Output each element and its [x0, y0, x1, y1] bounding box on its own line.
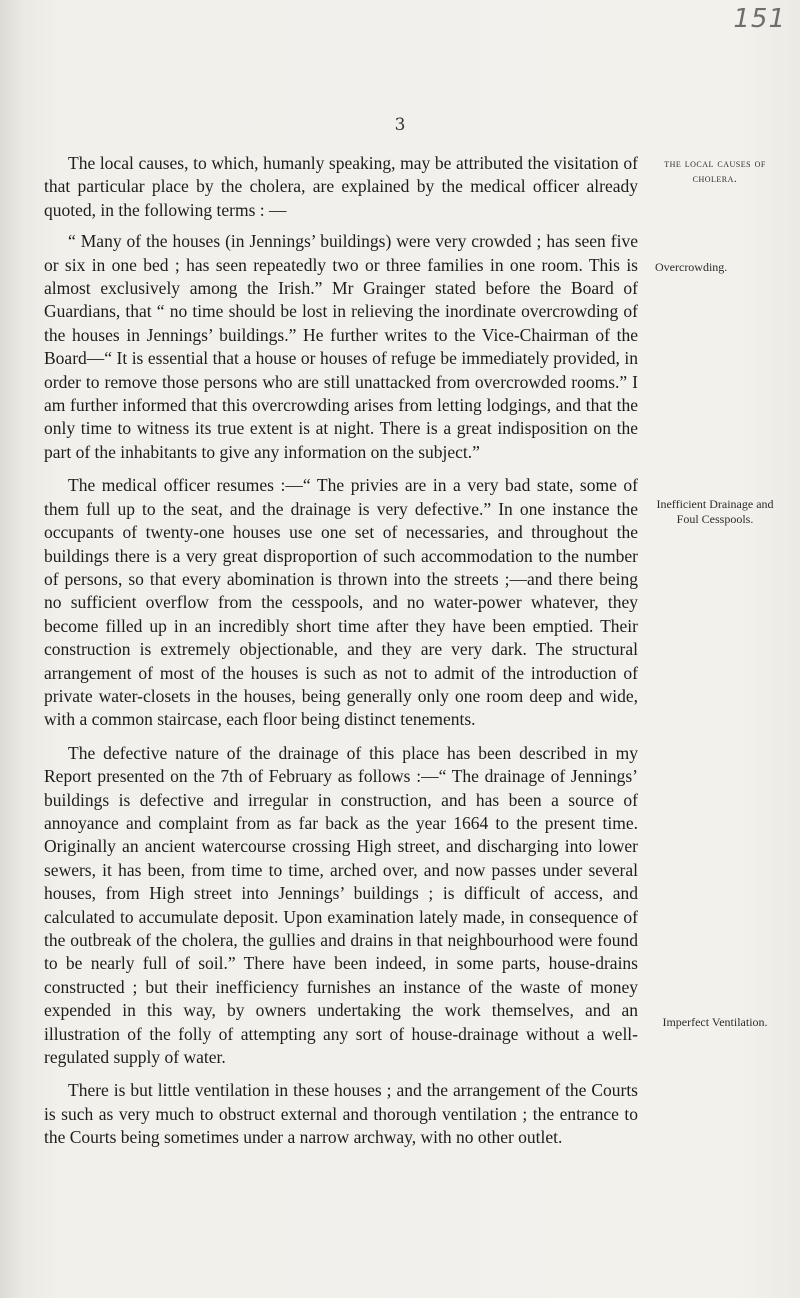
side-note-ventilation: Imperfect Ventilation. [662, 1015, 768, 1029]
paragraph-drainage: The defective nature of the drainage of this place has been described in my Report presented on the 7th of February as follows :—“ The drainage of Jennings’ buildings is defective and irregular in construction, and has been a source of annoyance and complaint from as far back as the year 1664 to the present time. Originally an ancient watercourse crossing High street, and discharging into lower sewers, it has been, from time to time, arched over, and now passes under several houses, from High street into Jennings’ buildings ; is difficult of access, and calculated to accumulate deposit. Upon examination lately made, in consequence of the outbreak of the cholera, the gullies and drains in that neighbourhood were found to be nearly full of soil.” There have been indeed, in some parts, house-drains constructed ; but their inefficiency furnishes an instance of the waste of money expended in this way, by owners undertaking the work themselves, and an illustration of the folly of attempting any sort of house-drainage without a well-regulated supply of water. [44, 742, 638, 1068]
side-note-drainage: Inefficient Drainage and Foul Cesspools. [656, 497, 774, 526]
paragraph-privies: The medical officer resumes :—“ The privies are in a very bad state, some of them full up to the seat, and the drainage is very defective.” In one instance the occupants of twenty-one houses use one set of necessaries, and throughout the buildings there is a very great disproportion of such accommodation to the number of persons, so that every abomination is thrown into the streets ;—and there being no sufficient overflow from the cesspools, and no water-power whatever, they become filled up in an incredibly short time after they have been emptied. Their construction is extremely objectionable, and they are very dark. The structural arrangement of most of the houses is such as not to admit of the introduction of private water-closets in the houses, being generally only one room deep and wide, with a common staircase, each floor being distinct tenements. [44, 475, 638, 730]
paragraph-local-causes: The local causes, to which, humanly speaking, may be attributed the visitation of that particular place by the cholera, are explained by the medical officer already quoted, in the following terms : — [44, 153, 638, 220]
folio-mark: 151 [733, 4, 786, 34]
side-note-overcrowding: Overcrowding. [655, 260, 728, 274]
body-text [44, 152, 638, 1150]
page-number: 3 [394, 115, 406, 135]
paragraph-overcrowding: “ Many of the houses (in Jennings’ buildings) were very crowded ; has seen five or six in one bed ; has seen repeatedly two or three families in one room. This is almost exclusively among the Irish.” Mr Grainger stated before the Board of Guardians, that “ no time should be lost in relieving the inordinate overcrowding of the houses in Jennings’ buildings.” He further writes to the Vice-Chairman of the Board—“ It is essential that a house or houses of refuge be immediately provided, in order to remove those persons who are still unattacked from overcrowded rooms.” I am further informed that this overcrowding arises from letting lodgings, and that the only time to witness its true extent is at night. There is a great indisposition on the part of the inhabitants to give any information on the subject.” [44, 231, 638, 462]
paragraph-ventilation: There is but little ventilation in these houses ; and the arrangement of the Courts is such as very much to obstruct external and thorough ventilation ; the entrance to the Courts being sometimes under a narrow archway, with no other outlet. [44, 1080, 638, 1148]
side-note-local-causes: the local causes of cholera. [664, 156, 766, 185]
